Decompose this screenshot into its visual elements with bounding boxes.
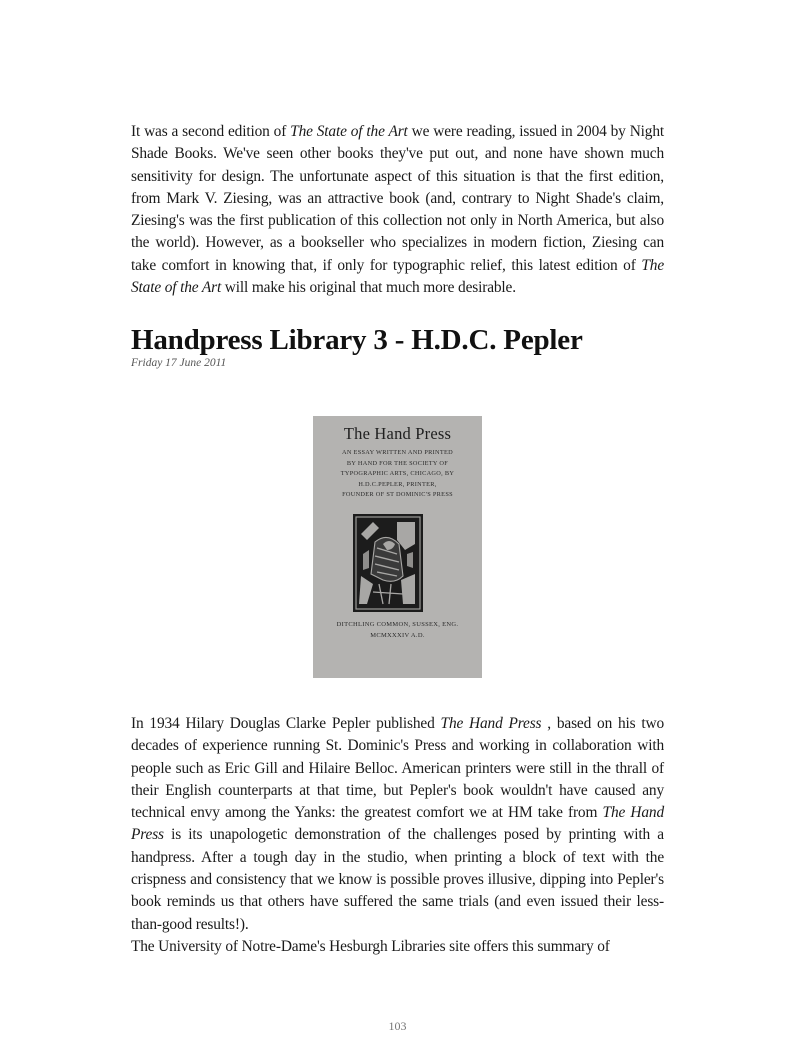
book-cover-image <box>313 416 482 678</box>
body-paragraph <box>131 713 664 936</box>
book-cover-subtitle <box>313 448 482 501</box>
woodcut-figure-graphic <box>353 514 423 612</box>
post-title[interactable]: Handpress Library 3 - H.D.C. Pepler <box>131 324 583 357</box>
book-title-text: The State of the Art <box>131 256 664 297</box>
paragraph-text: we were reading, issued in 2004 by Night Shade Books. We've seen other books they've put out, and none have shown much sensitivity for design. The unfortunate aspect of this situation is that the first edition, from Mark V. Ziesing, was an attractive book (and, contrary to Night Shade's claim, Ziesing's was the first publication of this collection not only in North America, but also the world). However, as a bookseller who specializes in modern fiction, Ziesing can take comfort in knowing that, if only for typographic relief, this latest edition of <box>131 123 665 274</box>
book-title-text: The Hand Press <box>131 804 664 844</box>
paragraph-text: In 1934 Hilary Douglas Clarke Pepler published <box>131 715 441 732</box>
body-paragraph-continued: The University of Notre-Dame's Hesburgh Libraries site offers this summary of <box>131 937 610 955</box>
woodcut-illustration <box>353 514 423 612</box>
book-cover-imprint-line: MCMXXXIV A.D. <box>370 632 425 639</box>
paragraph-text: is its unapologetic demonstration of the challenges posed by printing with a handpress. After a tough day in the studio, when printing a block of text with the crispness and consistency that we know is possible proves illusive, dipping into Pepler's book reminds us that others have suffered the same trials (and even issued their less-than-good results!). <box>131 826 664 933</box>
book-cover-subtitle-line: H.D.C.PEPLER, PRINTER, <box>358 480 437 488</box>
book-cover-subtitle-line: TYPOGRAPHIC ARTS, CHICAGO, BY <box>340 470 455 477</box>
book-cover-subtitle-line: FOUNDER OF ST DOMINIC'S PRESS <box>342 491 453 498</box>
intro-block <box>131 121 664 370</box>
book-cover-subtitle-line: AN ESSAY WRITTEN AND PRINTED <box>341 449 454 456</box>
post-date: Friday 17 June 2011 <box>131 357 227 370</box>
body-block <box>131 713 664 958</box>
paragraph-text: will make his original that much more desirable. <box>221 279 516 297</box>
book-cover-title: The Hand Press <box>343 424 452 443</box>
intro-paragraph <box>131 121 664 299</box>
page-number: 103 <box>388 1019 407 1033</box>
book-cover-imprint <box>313 619 482 641</box>
paragraph-text: , based on his two decades of experience running St. Dominic's Press and working in collaboration with people such as Eric Gill and Hilaire Belloc. American printers were still in the thrall of their English counterparts at that time, but Pepler's book wouldn't have caused any technical envy among the Yanks: the greatest comfort we at HM take from <box>131 715 665 822</box>
book-title-text: The Hand Press <box>440 715 542 732</box>
paragraph-text: It was a second edition of <box>131 123 291 140</box>
book-cover-imprint-line: DITCHLING COMMON, SUSSEX, ENG. <box>336 621 459 628</box>
book-title-text: The State of the Art <box>290 123 408 140</box>
book-cover-subtitle-line: BY HAND FOR THE SOCIETY OF <box>346 459 449 467</box>
